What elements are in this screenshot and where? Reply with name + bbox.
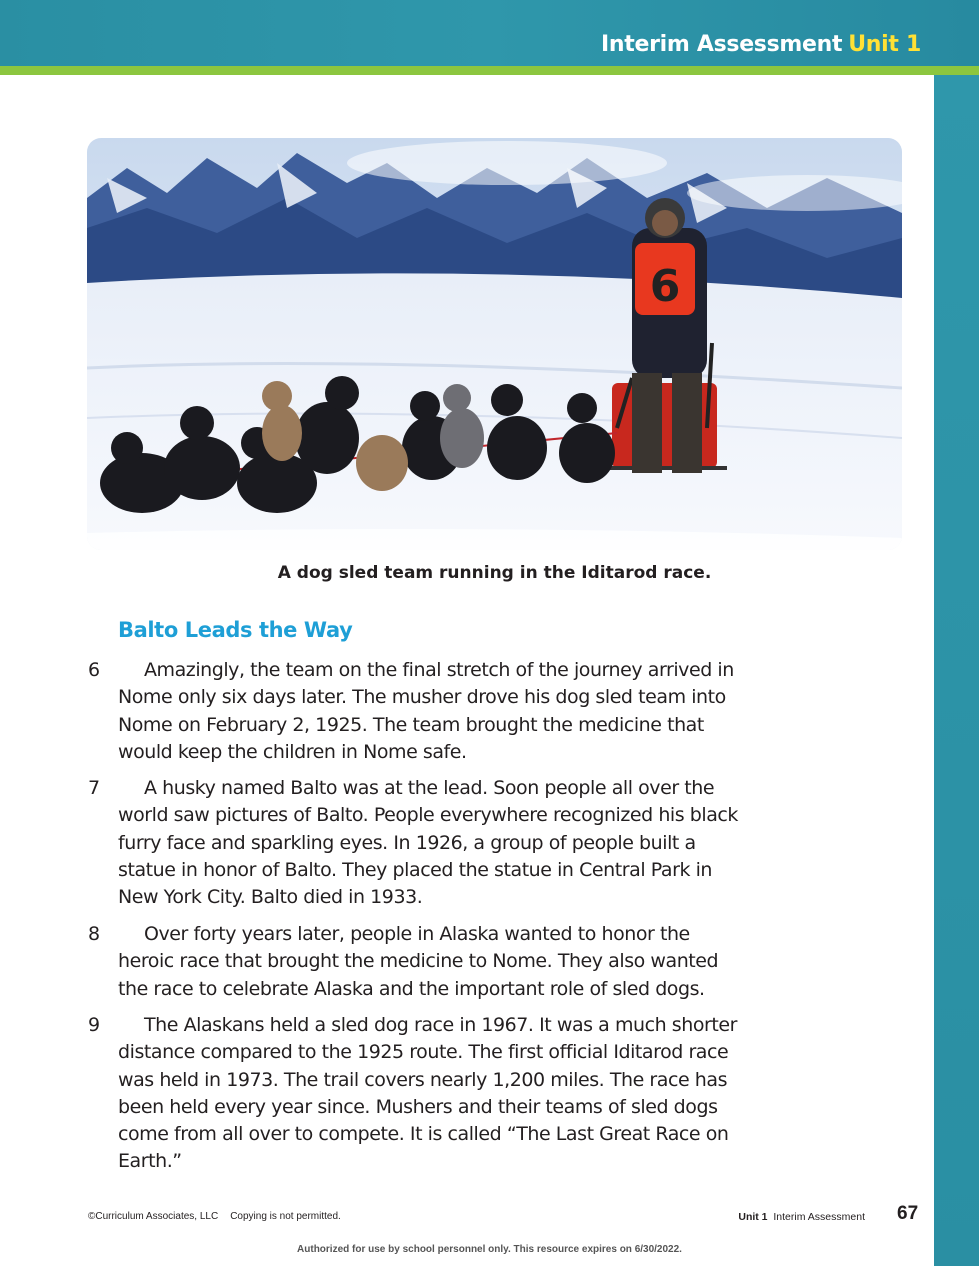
paragraph-text: The Alaskans held a sled dog race in 1967. It was a much shorter distance compared to the 1925 route. The first official Iditarod race was held in 1973. The trail covers nearly 1,200 miles. The race has been held every year since. Mushers and their teams of sled dogs come from all over to compete. It is called “The Last Great Race on Earth.”	[118, 1014, 737, 1173]
page-header-title	[601, 32, 921, 57]
header-unit-label: Unit 1	[848, 32, 921, 57]
copyright-text: ©Curriculum Associates, LLC	[88, 1211, 219, 1222]
footer-unit-label	[738, 1211, 865, 1223]
paragraph-number: 9	[88, 1014, 101, 1036]
paragraph-8	[88, 921, 748, 1003]
footer-assessment: Interim Assessment	[773, 1211, 865, 1223]
paragraph-text: Over forty years later, people in Alaska wanted to honor the heroic race that brought the medicine to Nome. They also wanted the race to celebrate Alaska and the important role of sled dogs.	[118, 923, 719, 1000]
paragraph-number: 8	[88, 923, 101, 945]
section-heading: Balto Leads the Way	[118, 618, 353, 642]
paragraph-number: 6	[88, 659, 101, 681]
side-margin-band	[934, 75, 979, 1266]
paragraph-text: A husky named Balto was at the lead. Soon people all over the world saw pictures of Balto. People everywhere recognized his black furry face and sparkling eyes. In 1926, a group of people built a statue in honor of Balto. They placed the statue in Central Park in New York City. Balto died in 1933.	[118, 777, 738, 909]
paragraph-9	[88, 1012, 748, 1176]
header-accent-stripe	[0, 66, 979, 75]
footer-unit: Unit 1	[738, 1211, 768, 1223]
license-notice: Authorized for use by school personnel only. This resource expires on 6/30/2022.	[297, 1244, 682, 1255]
paragraph-7	[88, 775, 748, 911]
race-bib-number: 6	[649, 261, 681, 312]
paragraph-number: 7	[88, 777, 101, 799]
paragraph-6	[88, 657, 748, 766]
paragraph-text: Amazingly, the team on the final stretch of the journey arrived in Nome only six days later. The musher drove his dog sled team into Nome on February 2, 1925. The team brought the medicine that would keep the children in Nome safe.	[118, 659, 734, 763]
photo-caption: A dog sled team running in the Iditarod race.	[277, 563, 712, 583]
footer-copyright	[88, 1211, 341, 1222]
header-title-text: Interim Assessment	[601, 32, 843, 57]
copy-notice: Copying is not permitted.	[230, 1211, 341, 1222]
page-number: 67	[897, 1203, 919, 1224]
dog-sled-photo	[87, 138, 902, 550]
